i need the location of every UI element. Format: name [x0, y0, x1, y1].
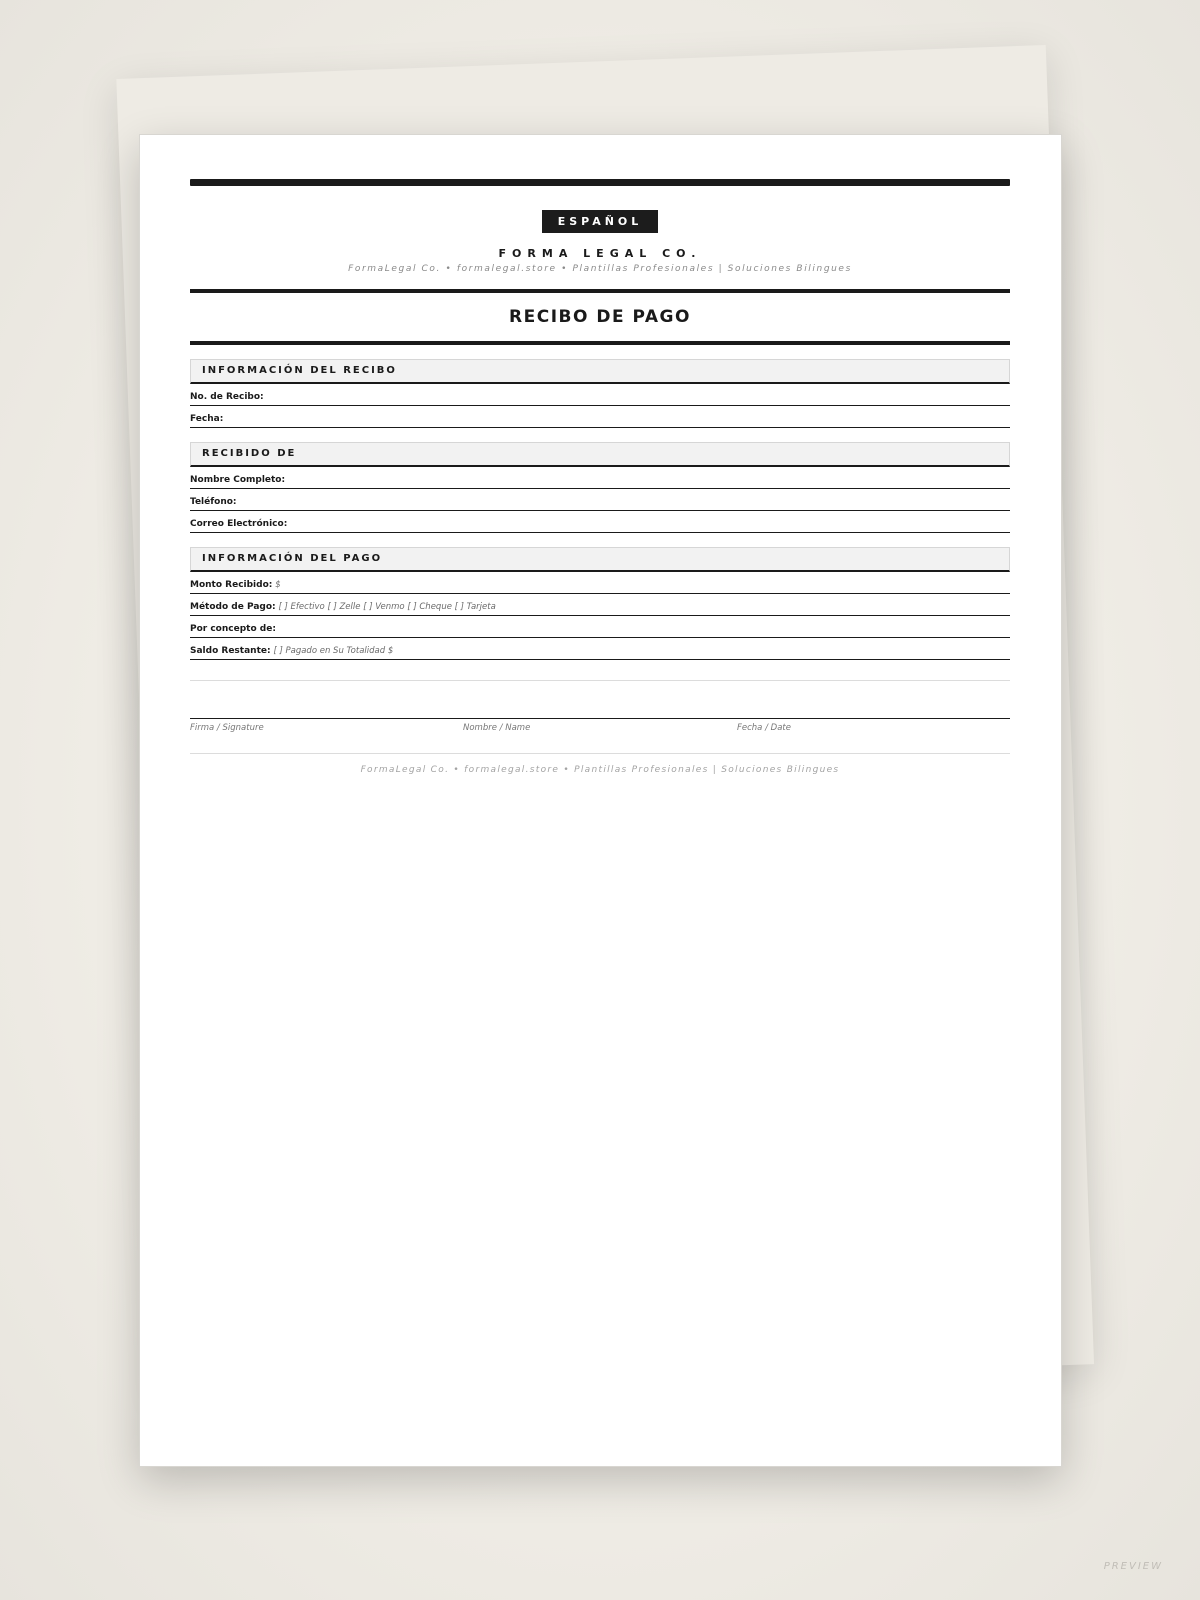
field-hint: $ [275, 580, 281, 590]
section-heading-payment-info: INFORMACIÓN DEL PAGO [190, 547, 1010, 572]
company-name: FORMA LEGAL CO. [498, 247, 702, 260]
field-label: Por concepto de: [190, 624, 276, 634]
field-phone[interactable] [190, 489, 1010, 511]
language-badge-row [190, 210, 1010, 233]
field-date[interactable] [190, 406, 1010, 428]
footer-text: FormaLegal Co. • formalegal.store • Plantillas Profesionales | Soluciones Bilingues [360, 765, 840, 775]
document-title: RECIBO DE PAGO [509, 307, 691, 327]
divider [190, 680, 1010, 681]
field-label: Fecha: [190, 414, 224, 424]
field-receipt-number[interactable] [190, 384, 1010, 406]
section-heading-received-from: RECIBIDO DE [190, 442, 1010, 467]
field-payment-method[interactable] [190, 594, 1010, 616]
field-label: Método de Pago: [190, 602, 276, 612]
field-label: Nombre Completo: [190, 475, 286, 485]
field-hint: [ ] Efectivo [ ] Zelle [ ] Venmo [ ] Cheque [ ] Tarjeta [278, 602, 496, 612]
field-full-name[interactable] [190, 467, 1010, 489]
field-amount-received[interactable] [190, 572, 1010, 594]
field-label: No. de Recibo: [190, 392, 264, 402]
top-rule [190, 179, 1010, 186]
field-hint: [ ] Pagado en Su Totalidad $ [273, 646, 394, 656]
document-content [190, 179, 1010, 775]
field-label: Correo Electrónico: [190, 519, 288, 529]
field-label: Saldo Restante: [190, 646, 271, 656]
field-label: Monto Recibido: [190, 580, 273, 590]
date-label: Fecha / Date [737, 723, 791, 733]
language-badge: ESPAÑOL [542, 210, 658, 233]
preview-watermark: PREVIEW [1103, 1561, 1163, 1572]
field-email[interactable] [190, 511, 1010, 533]
field-remaining-balance[interactable] [190, 638, 1010, 660]
field-label: Teléfono: [190, 497, 237, 507]
footer-divider [190, 753, 1010, 754]
signature-line[interactable] [190, 718, 1010, 739]
title-rule-bottom [190, 341, 1010, 345]
name-label: Nombre / Name [463, 723, 531, 733]
signature-label: Firma / Signature [190, 723, 264, 733]
document-page [139, 134, 1062, 1467]
section-heading-receipt-info: INFORMACIÓN DEL RECIBO [190, 359, 1010, 384]
company-tagline: FormaLegal Co. • formalegal.store • Plantillas Profesionales | Soluciones Bilingues [348, 264, 852, 274]
field-concept[interactable] [190, 616, 1010, 638]
